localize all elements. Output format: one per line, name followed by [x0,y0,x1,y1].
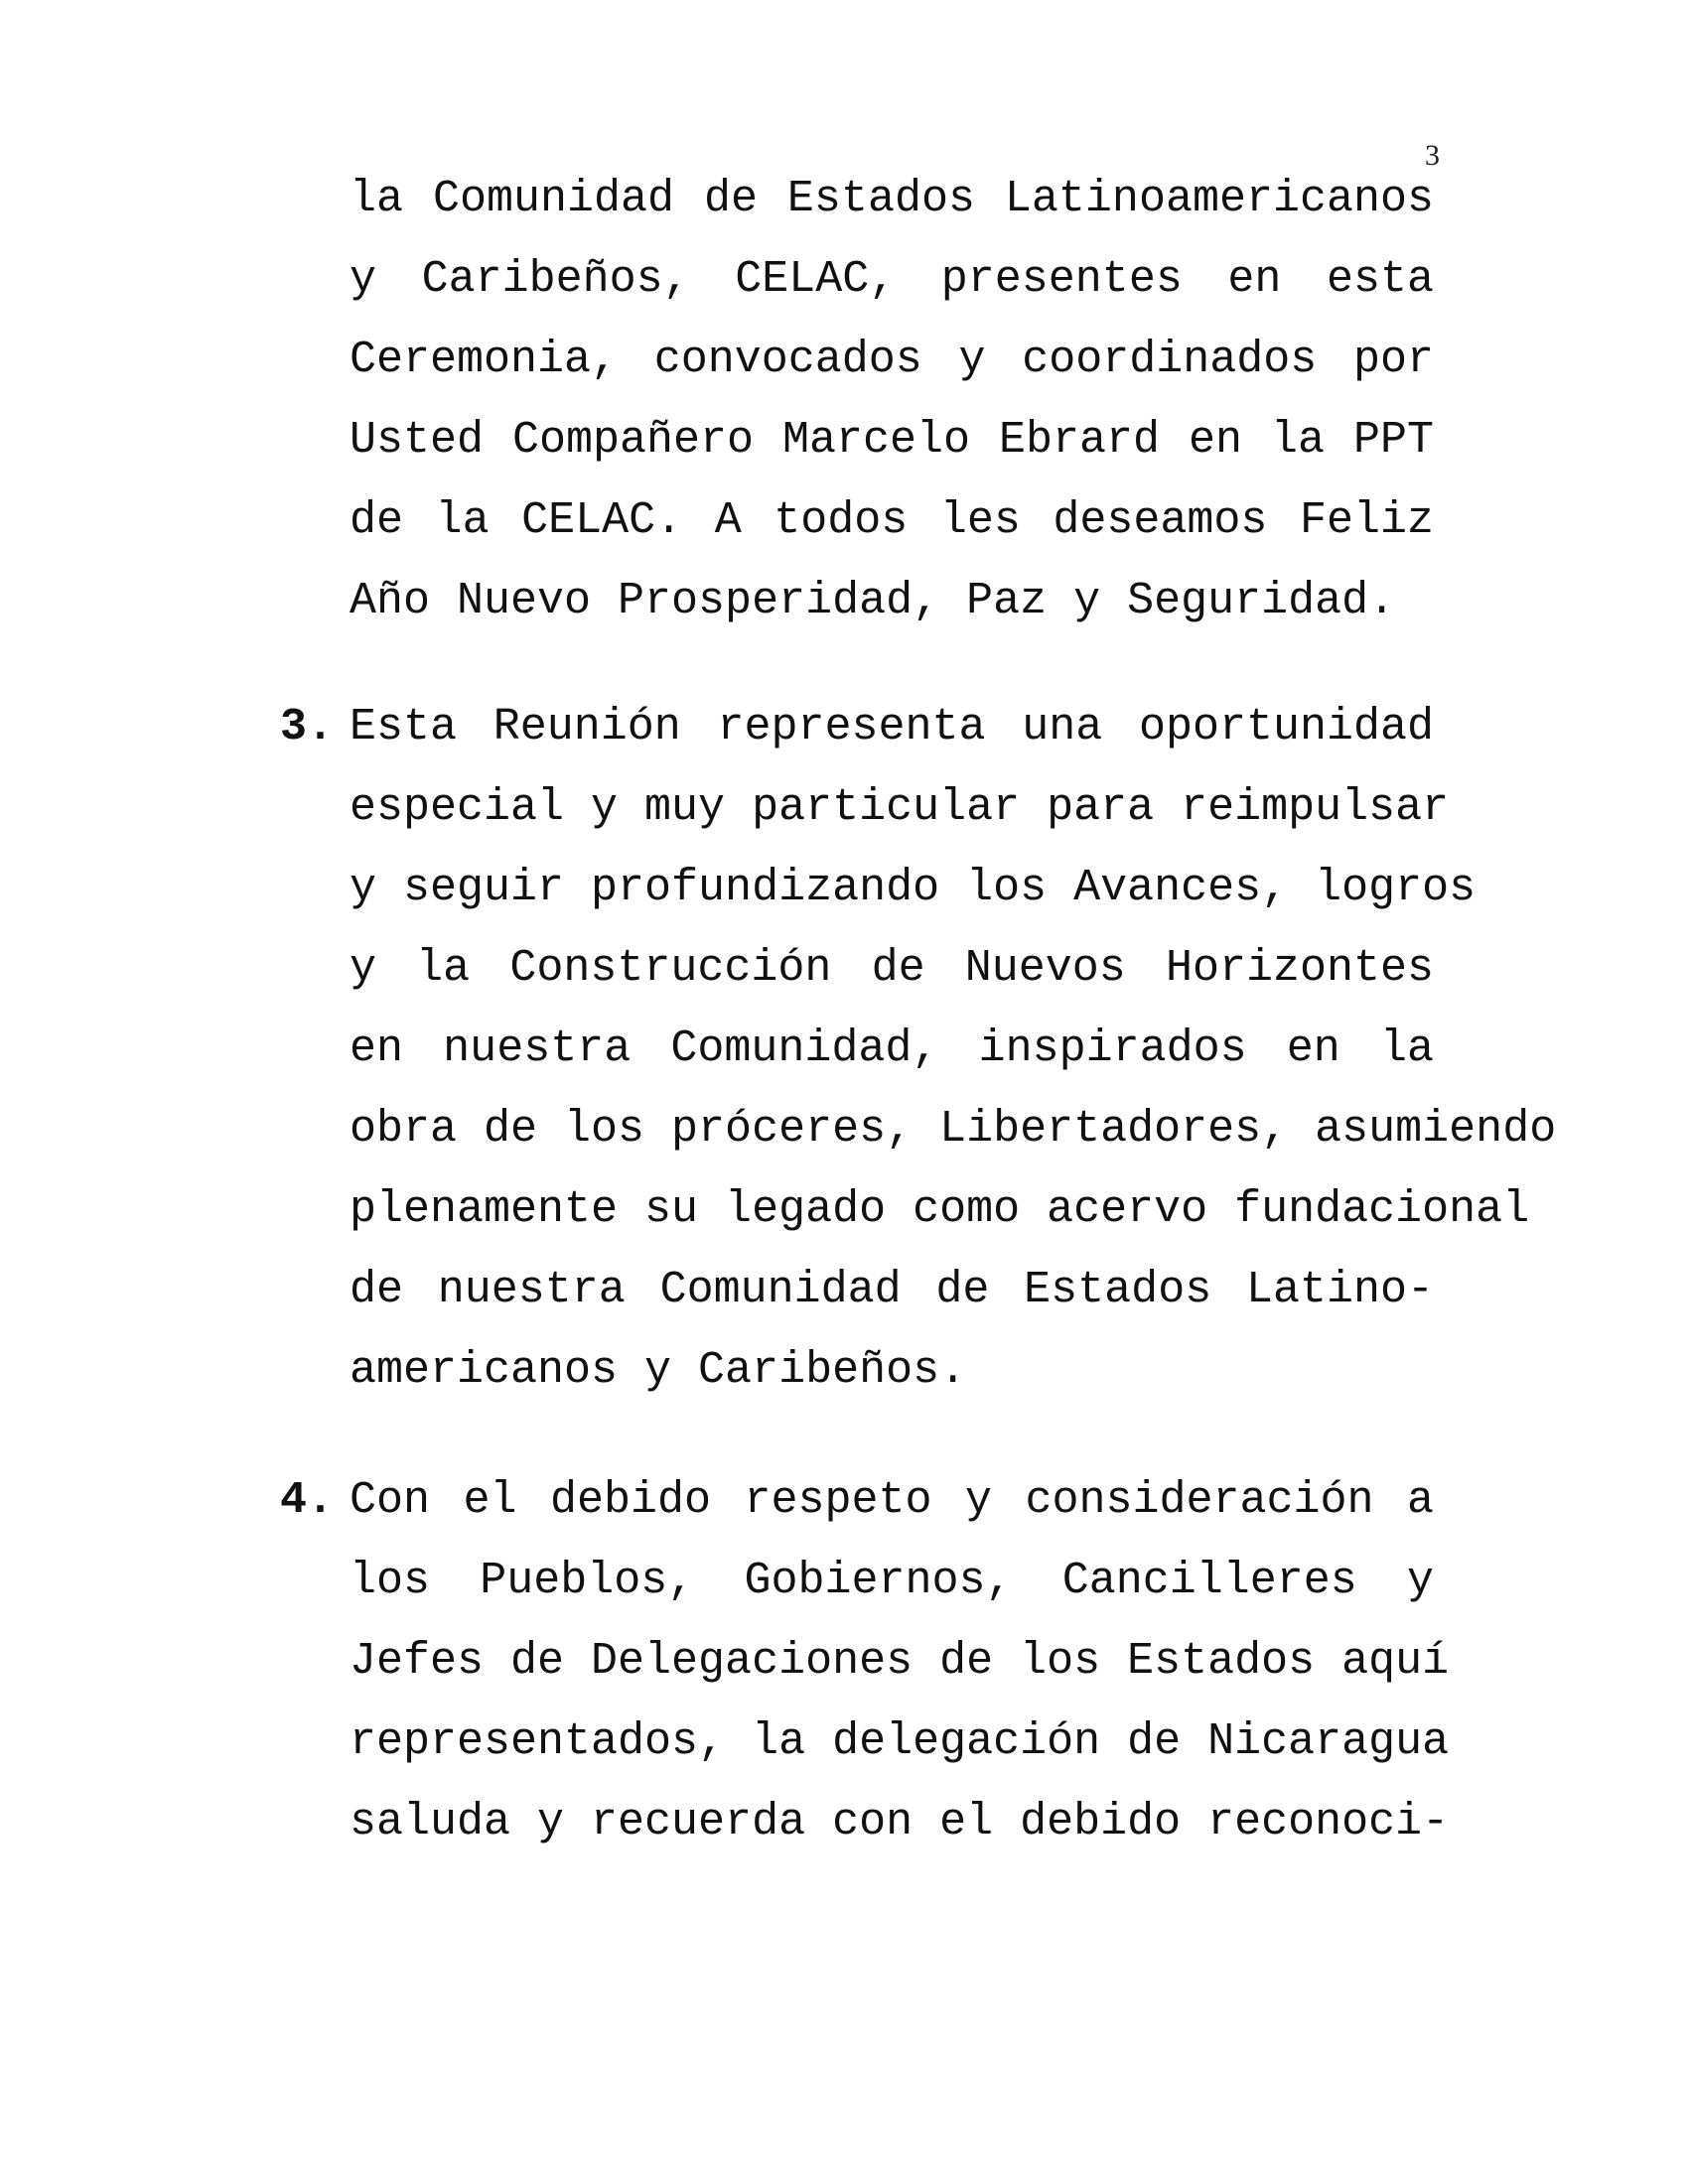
paragraph-line: Ceremonia, convocados y coordinados por [350,335,1434,385]
paragraph-line: y seguir profundizando los Avances, logros [350,863,1477,913]
paragraph-line: especial y muy particular para reimpulsar [350,782,1450,833]
item-number: 3. [280,702,335,752]
page-number: 3 [1425,139,1440,172]
item-number: 4. [280,1475,335,1526]
paragraph-line: obra de los próceres, Libertadores, asumiendo [350,1104,1557,1155]
paragraph-line: Esta Reunión representa una oportunidad [350,702,1434,752]
paragraph-line: de nuestra Comunidad de Estados Latino- [350,1265,1434,1315]
paragraph-line: Año Nuevo Prosperidad, Paz y Seguridad. [350,576,1396,626]
paragraph-line: Usted Compañero Marcelo Ebrard en la PPT [350,415,1434,466]
paragraph-line: la Comunidad de Estados Latinoamericanos [350,174,1434,224]
paragraph-line: representados, la delegación de Nicaragua [350,1716,1450,1767]
paragraph-line: en nuestra Comunidad, inspirados en la [350,1024,1434,1074]
paragraph-line: Jefes de Delegaciones de los Estados aquí [350,1636,1450,1687]
paragraph-line: americanos y Caribeños. [350,1345,967,1396]
paragraph-line: y Caribeños, CELAC, presentes en esta [350,254,1434,305]
paragraph-line: plenamente su legado como acervo fundacional [350,1184,1530,1235]
paragraph-line: Con el debido respeto y consideración a [350,1475,1434,1526]
paragraph-line: los Pueblos, Gobiernos, Cancilleres y [350,1556,1434,1606]
paragraph-line: saluda y recuerda con el debido reconoci- [350,1797,1450,1847]
paragraph-line: y la Construcción de Nuevos Horizontes [350,943,1434,994]
paragraph-line: de la CELAC. A todos les deseamos Feliz [350,495,1434,546]
